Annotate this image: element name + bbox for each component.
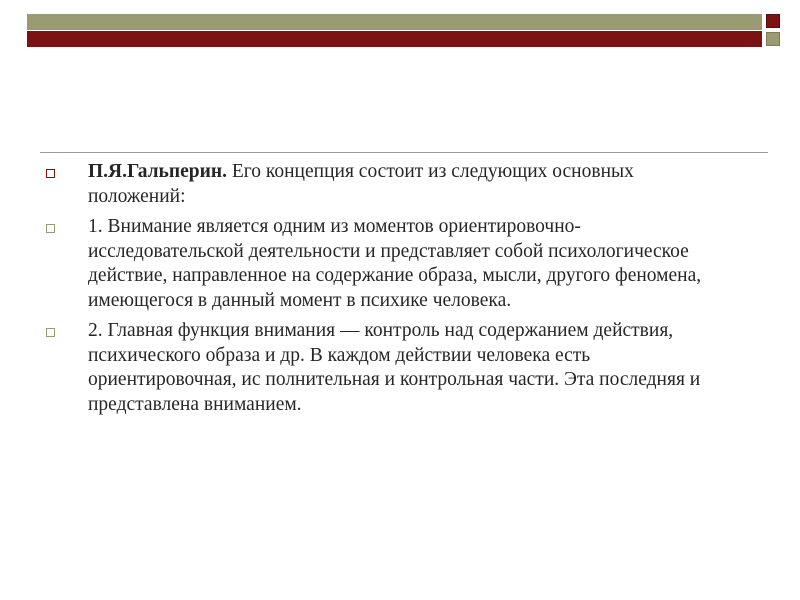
corner-square-maroon-icon [766, 14, 780, 28]
bullet-lead: П.Я.Гальперин. [88, 161, 227, 182]
bullet-text: Его концепция состоит из следующих основных положений: [88, 161, 634, 207]
corner-square-olive-icon [766, 32, 780, 46]
title-divider [40, 152, 768, 153]
header-maroon-bar [27, 31, 762, 47]
bullet-item [44, 319, 734, 417]
bullet-item [44, 160, 734, 209]
bullet-item [44, 215, 734, 313]
square-bullet-icon [46, 169, 55, 178]
bullet-text: 2. Главная функция внимания — контроль над содержанием действия, психического образа и др. В каждом действии человека есть ориентировочная, ис полнительная и контрольная части. Эта последняя и представлена вниманием. [88, 320, 701, 415]
square-bullet-icon [46, 328, 55, 337]
header-olive-bar [27, 14, 762, 30]
bullet-text: 1. Внимание является одним из моментов ориентировочно-исследовательской деятельности и представляет собой психологическое действие, направленное на содержание образа, мысли, другого феномена, имеющегося в данный момент в психике человека. [88, 216, 702, 311]
bullet-list [44, 160, 734, 423]
square-bullet-icon [46, 224, 55, 233]
